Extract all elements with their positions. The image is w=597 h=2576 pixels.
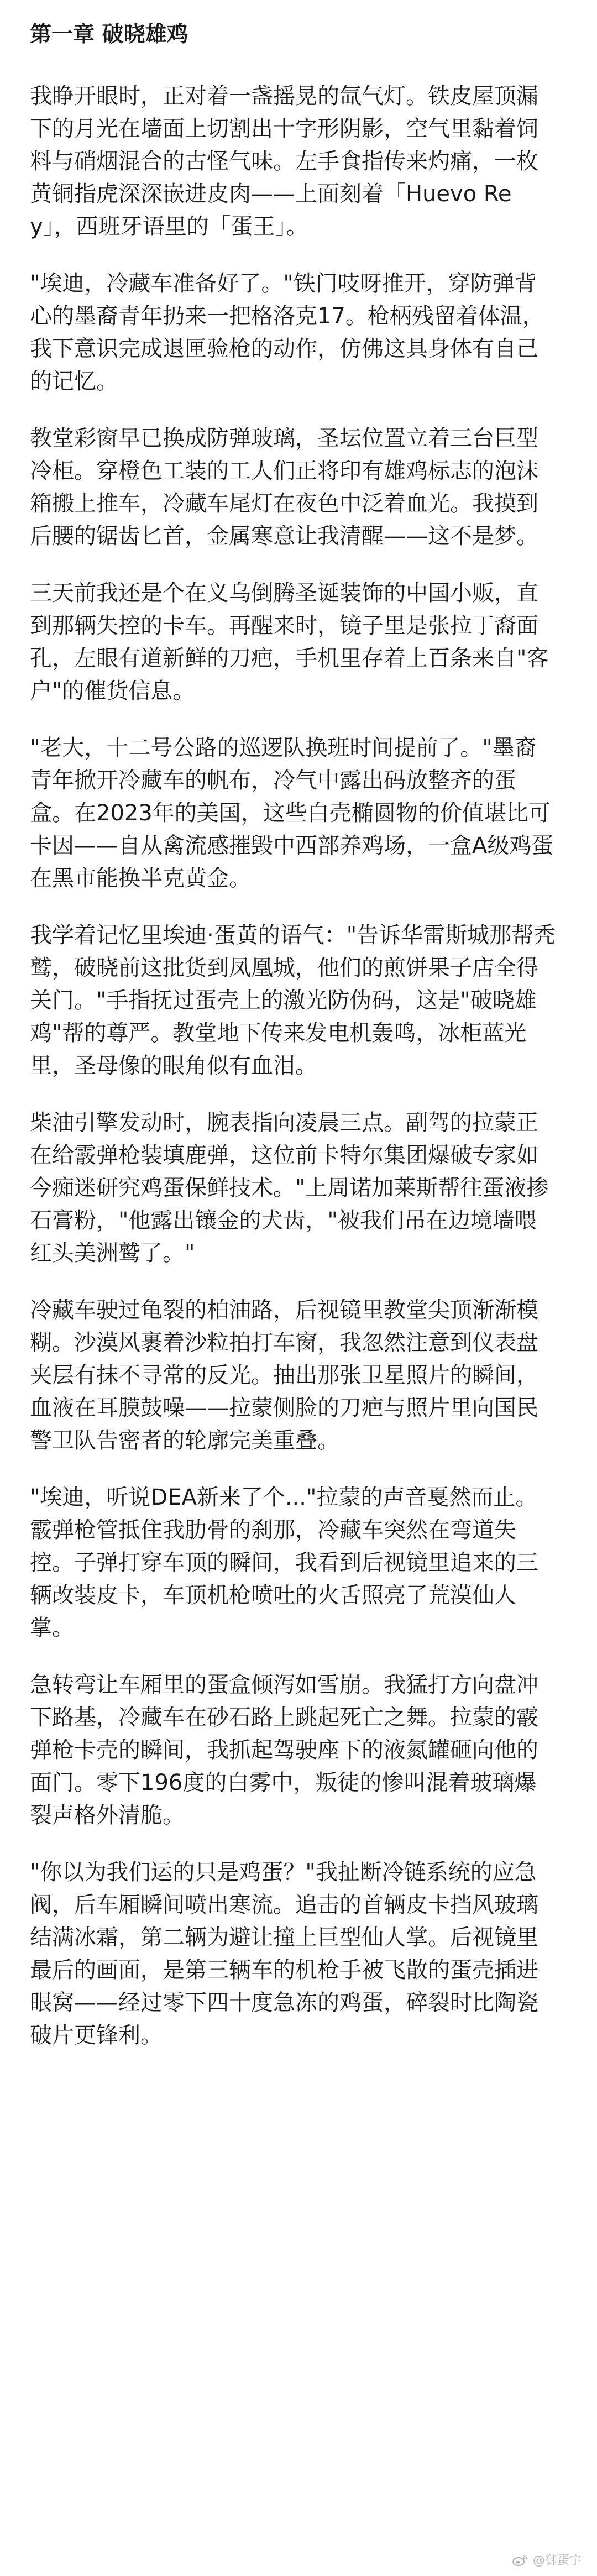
- chapter-title: 第一章 破晓雄鸡: [30, 22, 188, 47]
- article-body: [30, 80, 557, 2052]
- paragraph: 柴油引擎发动时，腕表指向凌晨三点。副驾的拉蒙正在给霰弹枪装填鹿弹，这位前卡特尔集团爆破专家如今痴迷研究鸡蛋保鲜技术。"上周诺加莱斯帮往蛋液掺石膏粉，"他露出镶金的犬齿，"被我们吊在边境墙喂红头美洲鹫了。": [30, 1109, 549, 1266]
- watermark-handle: @御蛋宇: [532, 2554, 582, 2568]
- watermark: [512, 2551, 582, 2568]
- paragraph: 急转弯让车厢里的蛋盒倾泻如雪崩。我猛打方向盘冲下路基，冷藏车在砂石路上跳起死亡之舞。拉蒙的霰弹枪卡壳的瞬间，我抓起驾驶座下的液氮罐砸向他的面门。零下196度的白雾中，叛徒的惨叫混着玻璃爆裂声格外清脆。: [30, 1672, 538, 1828]
- paragraph: 我学着记忆里埃迪·蛋黄的语气："告诉华雷斯城那帮秃鹫，破晓前这批货到凤凰城，他们的煎饼果子店全得关门。"手指抚过蛋壳上的激光防伪码，这是"破晓雄鸡"帮的尊严。教堂地下传来发电机轰鸣，冰柜蓝光里，圣母像的眼角似有血泪。: [30, 922, 556, 1078]
- paragraph: "埃迪，冷藏车准备好了。"铁门吱呀推开，穿防弹背心的墨裔青年扔来一把格洛克17。枪柄残留着体温，我下意识完成退匣验枪的动作，仿佛这具身体有自己的记忆。: [30, 270, 544, 394]
- paragraph: 三天前我还是个在义乌倒腾圣诞装饰的中国小贩，直到那辆失控的卡车。再醒来时，镜子里是张拉丁裔面孔，左眼有道新鲜的刀疤，手机里存着上百条来自"客户"的催货信息。: [30, 580, 549, 704]
- paragraph: "你以为我们运的只是鸡蛋？"我扯断冷链系统的应急阀，后车厢瞬间喷出寒流。追击的首辆皮卡挡风玻璃结满冰霜，第二辆为避让撞上巨型仙人掌。后视镜里最后的画面，是第三辆车的机枪手被飞散的蛋壳插进眼窝——经过零下四十度急冻的鸡蛋，碎裂时比陶瓷破片更锋利。: [30, 1859, 538, 2048]
- paragraph: 我睁开眼时，正对着一盏摇晃的氙气灯。铁皮屋顶漏下的月光在墙面上切割出十字形阴影，空气里黏着饲料与硝烟混合的古怪气味。左手食指传来灼痛，一枚黄铜指虎深深嵌进皮肉——上面刻着「Huevo Rey」，西班牙语里的「蛋王」。: [30, 83, 538, 239]
- paragraph: "老大，十二号公路的巡逻队换班时间提前了。"墨裔青年掀开冷藏车的帆布，冷气中露出码放整齐的蛋盒。在2023年的美国，这些白壳椭圆物的价值堪比可卡因——自从禽流感摧毁中西部养鸡场，一盒A级鸡蛋在黑市能换半克黄金。: [30, 735, 554, 891]
- paragraph: 冷藏车驶过龟裂的柏油路，后视镜里教堂尖顶渐渐模糊。沙漠风裹着沙粒拍打车窗，我忽然注意到仪表盘夹层有抹不寻常的反光。抽出那张卫星照片的瞬间，血液在耳膜鼓噪——拉蒙侧脸的刀疤与照片里向国民警卫队告密者的轮廓完美重叠。: [30, 1297, 538, 1453]
- paragraph: "埃迪，听说DEA新来了个..."拉蒙的声音戛然而止。霰弹枪管抵住我肋骨的刹那，冷藏车突然在弯道失控。子弹打穿车顶的瞬间，我看到后视镜里追来的三辆改装皮卡，车顶机枪喷吐的火舌照亮了荒漠仙人掌。: [30, 1484, 538, 1641]
- weibo-logo-icon: [512, 2553, 528, 2567]
- paragraph: 教堂彩窗早已换成防弹玻璃，圣坛位置立着三台巨型冷柜。穿橙色工装的工人们正将印有雄鸡标志的泡沫箱搬上推车，冷藏车尾灯在夜色中泛着血光。我摸到后腰的锯齿匕首，金属寒意让我清醒——这不是梦。: [30, 425, 538, 549]
